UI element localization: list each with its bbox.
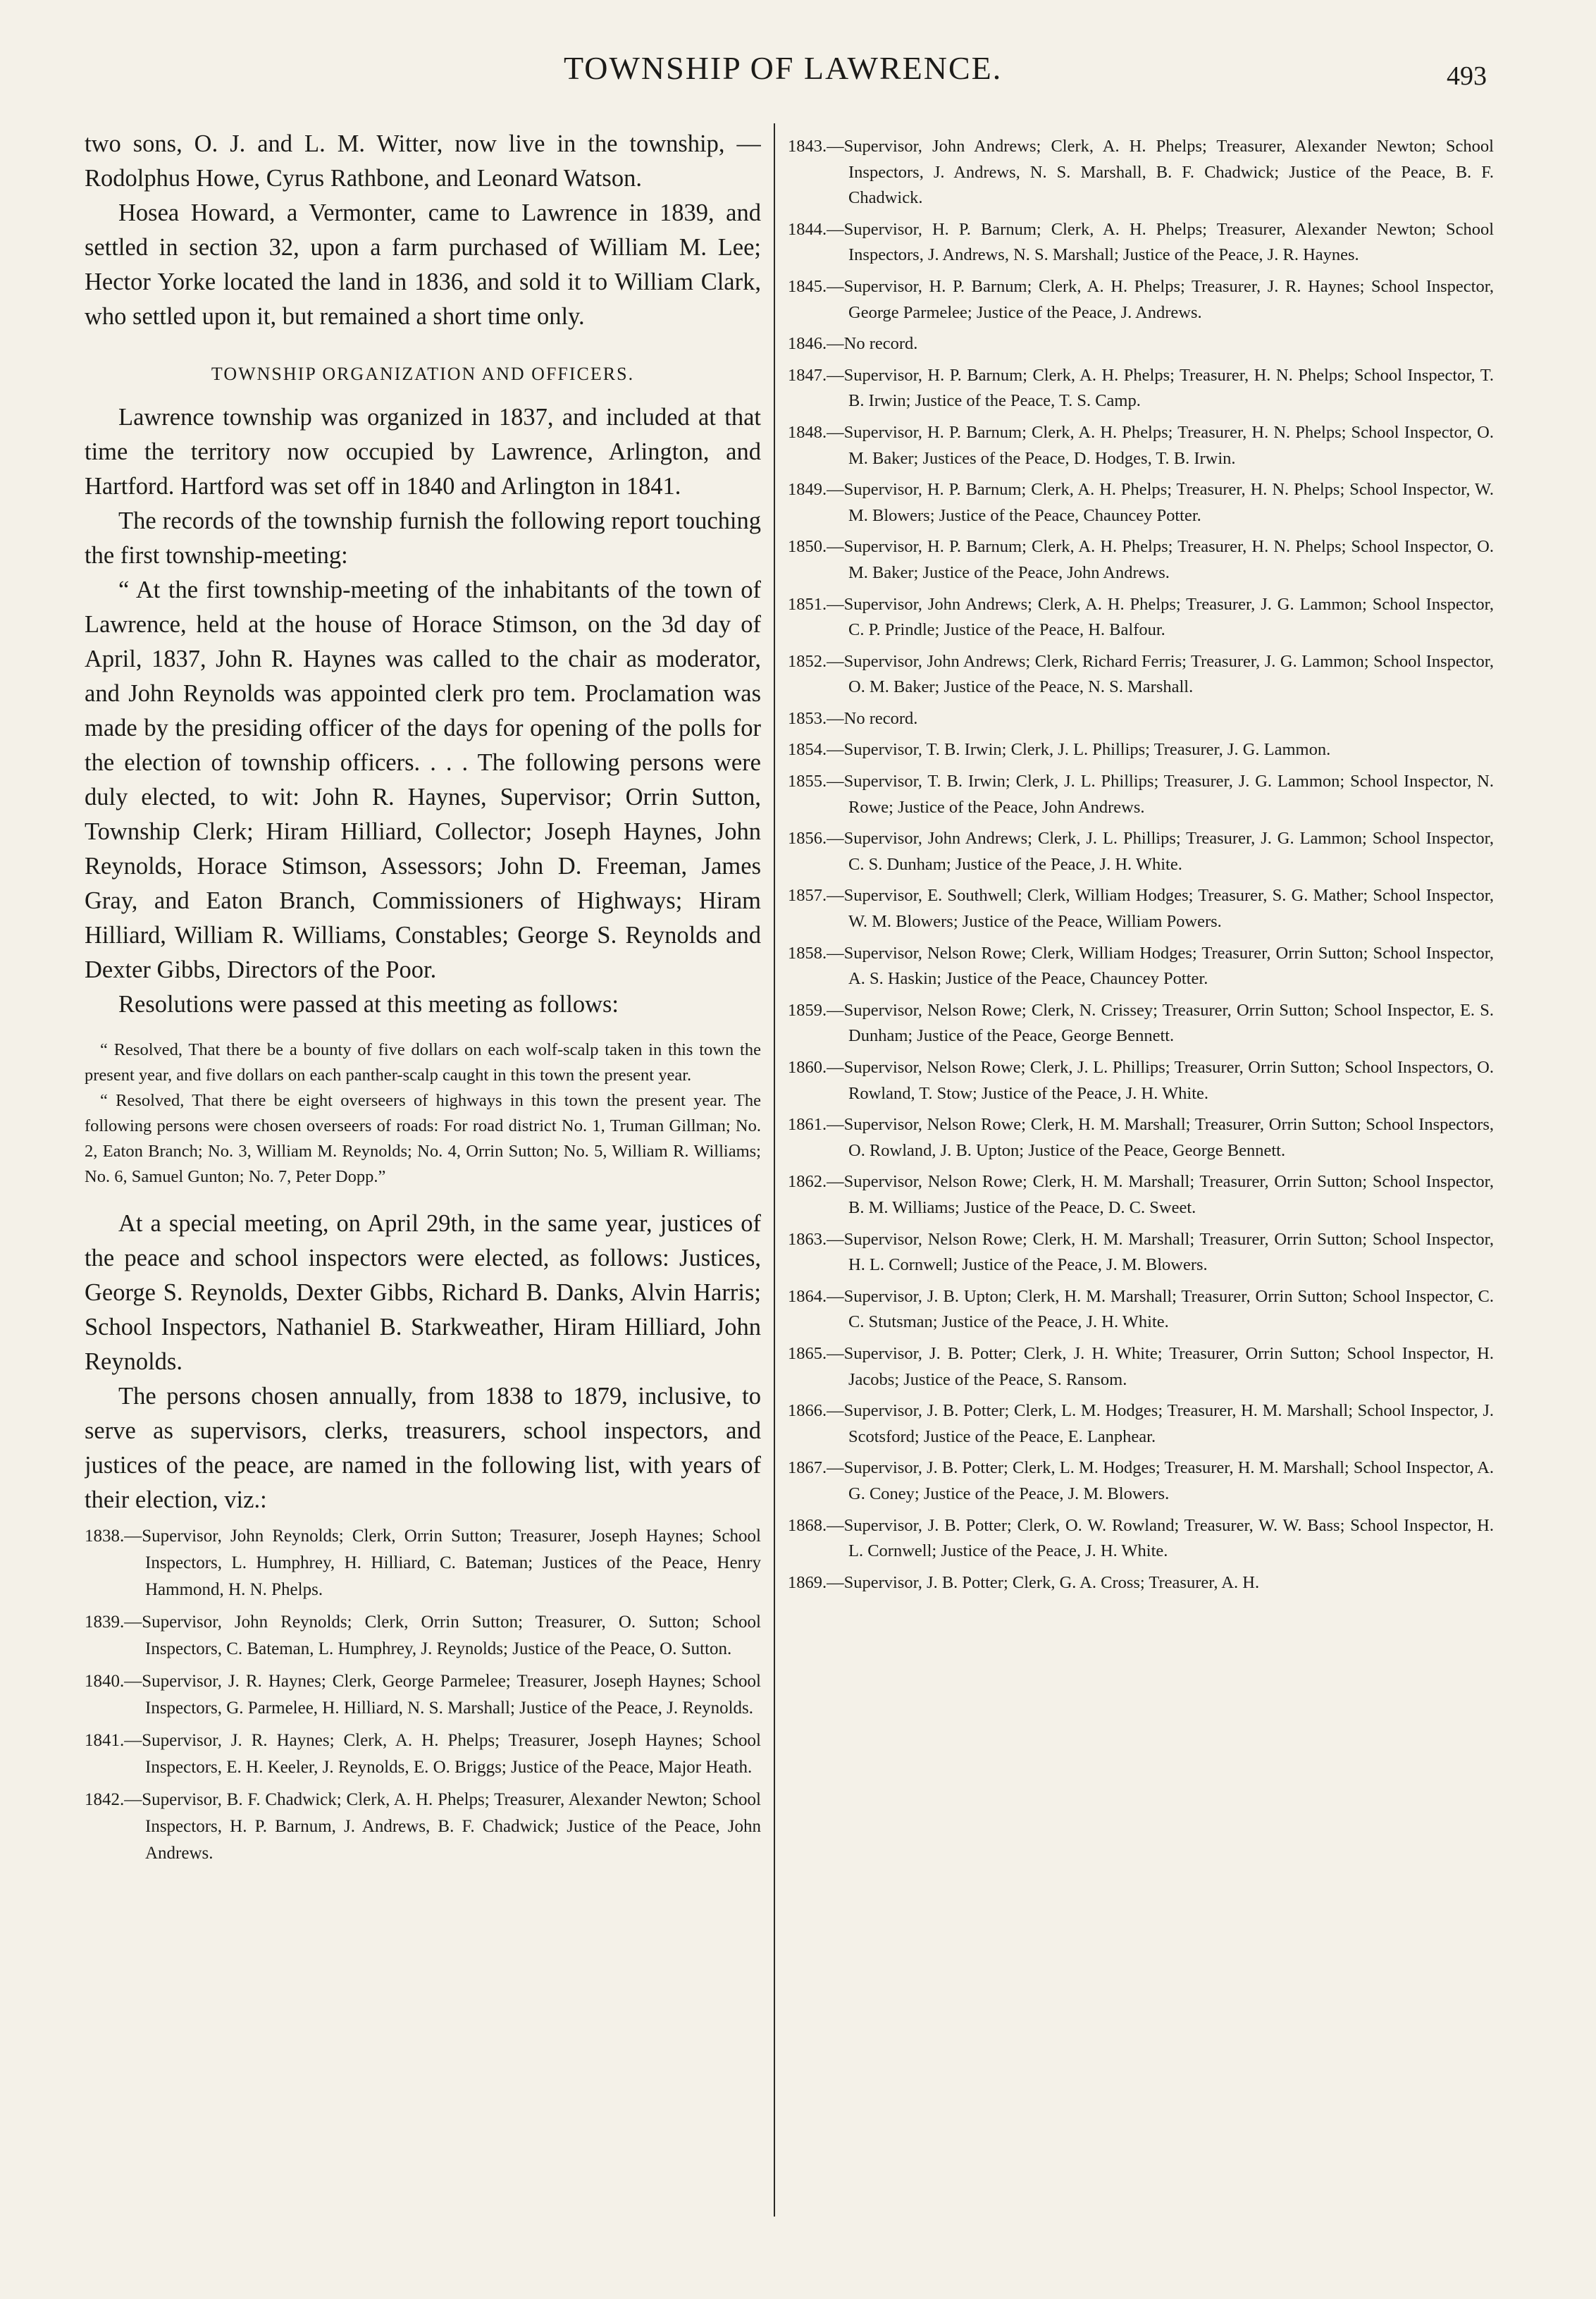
- officer-entry: 1845.—Supervisor, H. P. Barnum; Clerk, A. H. Phelps; Treasurer, J. R. Haynes; School Inspector, George Parmelee; Justice of the Peace, J. Andrews.: [788, 276, 1494, 322]
- resolved-bounty: “ Resolved, That there be a bounty of five dollars on each wolf-scalp taken in this town the present year, and five dollars on each panther-scalp caught in this town the present year.: [85, 1040, 761, 1085]
- right-officer-list: [788, 134, 1494, 1596]
- officer-entry: 1866.—Supervisor, J. B. Potter; Clerk, L. M. Hodges; Treasurer, H. M. Marshall; School Inspector, J. Scotsford; Justice of the Peace, E. Lanphear.: [788, 1401, 1494, 1446]
- officer-entry: 1853.—No record.: [788, 708, 918, 728]
- page-number: 493: [1447, 61, 1487, 91]
- officer-entry: 1855.—Supervisor, T. B. Irwin; Clerk, J. L. Phillips; Treasurer, J. G. Lammon; School Inspector, N. Rowe; Justice of the Peace, John Andrews.: [788, 772, 1494, 817]
- page-header: [42, 42, 1557, 106]
- officer-entry: 1859.—Supervisor, Nelson Rowe; Clerk, N. Crissey; Treasurer, Orrin Sutton; School Inspector, E. S. Dunham; Justice of the Peace, George Bennett.: [788, 1000, 1494, 1046]
- officer-entry: 1844.—Supervisor, H. P. Barnum; Clerk, A. H. Phelps; Treasurer, Alexander Newton; School Inspectors, J. Andrews, N. S. Marshall; Justice of the Peace, J. R. Haynes.: [788, 219, 1494, 265]
- officer-entry: 1851.—Supervisor, John Andrews; Clerk, A. H. Phelps; Treasurer, J. G. Lammon; School Inspector, C. P. Prindle; Justice of the Peace, H. Balfour.: [788, 594, 1494, 640]
- intro-paragraph: two sons, O. J. and L. M. Witter, now live in the township, —Rodolphus Howe, Cyrus Rathbone, and Leonard Watson.: [85, 130, 761, 192]
- section-heading: TOWNSHIP ORGANIZATION AND OFFICERS.: [211, 364, 635, 384]
- officer-entry: 1849.—Supervisor, H. P. Barnum; Clerk, A. H. Phelps; Treasurer, H. N. Phelps; School Inspector, W. M. Blowers; Justice of the Peace, Chauncey Potter.: [788, 480, 1494, 525]
- officer-entry: 1861.—Supervisor, Nelson Rowe; Clerk, H. M. Marshall; Treasurer, Orrin Sutton; School Inspectors, O. Rowland, J. B. Upton; Justice of the Peace, George Bennett.: [788, 1115, 1494, 1160]
- resolved-overseers: “ Resolved, That there be eight overseers of highways in this town the present year. The following persons were chosen overseers of roads: For road district No. 1, Truman Gillman; No. 2, Eaton Branch; No. 3, William M. Reynolds; No. 4, Orrin Sutton; No. 5, William R. Williams; No. 6, Samuel Gunton; No. 7, Peter Dopp.”: [85, 1091, 761, 1186]
- organization-paragraph: Lawrence township was organized in 1837, and included at that time the territory now occupied by Lawrence, Arlington, and Hartford. Hartford was set off in 1840 and Arlington in 1841.: [85, 404, 761, 500]
- officer-entry: 1841.—Supervisor, J. R. Haynes; Clerk, A. H. Phelps; Treasurer, Joseph Haynes; School Inspectors, E. H. Keeler, J. Reynolds, E. O. Briggs; Justice of the Peace, Major Heath.: [85, 1731, 761, 1777]
- officer-entry: 1862.—Supervisor, Nelson Rowe; Clerk, H. M. Marshall; Treasurer, Orrin Sutton; School Inspector, B. M. Williams; Justice of the Peace, D. C. Sweet.: [788, 1172, 1494, 1217]
- column-divider: [774, 123, 775, 2217]
- officer-entry: 1839.—Supervisor, John Reynolds; Clerk, Orrin Sutton; Treasurer, O. Sutton; School Inspectors, C. Bateman, L. Humphrey, J. Reynolds; Justice of the Peace, O. Sutton.: [85, 1613, 761, 1658]
- left-column: [85, 127, 761, 2262]
- officer-entry: 1869.—Supervisor, J. B. Potter; Clerk, G. A. Cross; Treasurer, A. H.: [788, 1572, 1260, 1592]
- officer-entry: 1856.—Supervisor, John Andrews; Clerk, J. L. Phillips; Treasurer, J. G. Lammon; School Inspector, C. S. Dunham; Justice of the Peace, J. H. White.: [788, 829, 1494, 874]
- officer-entry: 1864.—Supervisor, J. B. Upton; Clerk, H. M. Marshall; Treasurer, Orrin Sutton; School Inspector, C. C. Stutsman; Justice of the Peace, J. H. White.: [788, 1286, 1494, 1332]
- resolutions-paragraph: Resolutions were passed at this meeting as follows:: [118, 991, 619, 1018]
- persons-chosen-paragraph: The persons chosen annually, from 1838 to 1879, inclusive, to serve as supervisors, clerks, treasurers, school inspectors, and justices of the peace, are named in the following list, with years of their election, viz.:: [85, 1383, 761, 1513]
- records-paragraph: The records of the township furnish the following report touching the first township-meeting:: [85, 507, 761, 569]
- officer-entry: 1843.—Supervisor, John Andrews; Clerk, A. H. Phelps; Treasurer, Alexander Newton; School Inspectors, J. Andrews, N. S. Marshall, B. F. Chadwick; Justice of the Peace, B. F. Chadwick.: [788, 137, 1494, 208]
- right-column: [788, 134, 1494, 2255]
- officer-entry: 1846.—No record.: [788, 334, 918, 354]
- howard-paragraph: Hosea Howard, a Vermonter, came to Lawrence in 1839, and settled in section 32, upon a farm purchased of William M. Lee; Hector Yorke located the land in 1836, and sold it to William Clark, who settled upon it, but remained a short time only.: [85, 199, 761, 330]
- officer-entry: 1865.—Supervisor, J. B. Potter; Clerk, J. H. White; Treasurer, Orrin Sutton; School Inspector, H. Jacobs; Justice of the Peace, S. Ransom.: [788, 1343, 1494, 1389]
- officer-entry: 1863.—Supervisor, Nelson Rowe; Clerk, H. M. Marshall; Treasurer, Orrin Sutton; School Inspector, H. L. Cornwell; Justice of the Peace, J. M. Blowers.: [788, 1229, 1494, 1275]
- officer-entry: 1858.—Supervisor, Nelson Rowe; Clerk, William Hodges; Treasurer, Orrin Sutton; School Inspector, A. S. Haskin; Justice of the Peace, Chauncey Potter.: [788, 943, 1494, 989]
- officer-entry: 1838.—Supervisor, John Reynolds; Clerk, Orrin Sutton; Treasurer, Joseph Haynes; School Inspectors, L. Humphrey, H. Hilliard, C. Bateman; Justices of the Peace, Henry Hammond, H. N. Phelps.: [85, 1527, 761, 1599]
- special-meeting-paragraph: At a special meeting, on April 29th, in the same year, justices of the peace and school inspectors were elected, as follows: Justices, George S. Reynolds, Dexter Gibbs, Richard B. Danks, Alvin Harris; School Inspectors, Nathaniel B. Starkweather, Hiram Hilliard, John Reynolds.: [85, 1210, 761, 1375]
- officer-entry: 1868.—Supervisor, J. B. Potter; Clerk, O. W. Rowland; Treasurer, W. W. Bass; School Inspector, H. L. Cornwell; Justice of the Peace, J. H. White.: [788, 1515, 1494, 1561]
- officer-entry: 1847.—Supervisor, H. P. Barnum; Clerk, A. H. Phelps; Treasurer, H. N. Phelps; School Inspector, T. B. Irwin; Justice of the Peace, T. S. Camp.: [788, 365, 1494, 411]
- officer-entry: 1848.—Supervisor, H. P. Barnum; Clerk, A. H. Phelps; Treasurer, H. N. Phelps; School Inspector, O. M. Baker; Justices of the Peace, D. Hodges, T. B. Irwin.: [788, 422, 1494, 468]
- officer-entry: 1840.—Supervisor, J. R. Haynes; Clerk, George Parmelee; Treasurer, Joseph Haynes; School Inspectors, G. Parmelee, H. Hilliard, N. S. Marshall; Justice of the Peace, J. Reynolds.: [85, 1672, 761, 1718]
- officer-entry: 1842.—Supervisor, B. F. Chadwick; Clerk, A. H. Phelps; Treasurer, Alexander Newton; School Inspectors, H. P. Barnum, J. Andrews, B. F. Chadwick; Justice of the Peace, John Andrews.: [85, 1790, 761, 1863]
- officer-entry: 1854.—Supervisor, T. B. Irwin; Clerk, J. L. Phillips; Treasurer, J. G. Lammon.: [788, 740, 1331, 760]
- officer-entry: 1852.—Supervisor, John Andrews; Clerk, Richard Ferris; Treasurer, J. G. Lammon; School Inspector, O. M. Baker; Justice of the Peace, N. S. Marshall.: [788, 651, 1494, 697]
- officer-entry: 1867.—Supervisor, J. B. Potter; Clerk, L. M. Hodges; Treasurer, H. M. Marshall; School Inspector, A. G. Coney; Justice of the Peace, J. M. Blowers.: [788, 1458, 1494, 1503]
- officer-entry: 1857.—Supervisor, E. Southwell; Clerk, William Hodges; Treasurer, S. G. Mather; School Inspector, W. M. Blowers; Justice of the Peace, William Powers.: [788, 886, 1494, 932]
- running-title: TOWNSHIP OF LAWRENCE.: [564, 50, 1003, 86]
- officer-entry: 1850.—Supervisor, H. P. Barnum; Clerk, A. H. Phelps; Treasurer, H. N. Phelps; School Inspector, O. M. Baker; Justice of the Peace, John Andrews.: [788, 537, 1494, 582]
- meeting-quote: “ At the first township-meeting of the inhabitants of the town of Lawrence, held at the house of Horace Stimson, on the 3d day of April, 1837, John R. Haynes was called to the chair as moderator, and John Reynolds was appointed clerk pro tem. Proclamation was made by the presiding officer of the days for opening of the polls for the election of township officers. . . . The following persons were duly elected, to wit: John R. Haynes, Supervisor; Orrin Sutton, Township Clerk; Hiram Hilliard, Collector; Joseph Haynes, John Reynolds, Horace Stimson, Assessors; John D. Freeman, James Gray, and Eaton Branch, Commissioners of Highways; Hiram Hilliard, William R. Williams, Constables; George S. Reynolds and Dexter Gibbs, Directors of the Poor.: [85, 577, 761, 983]
- officer-entry: 1860.—Supervisor, Nelson Rowe; Clerk, J. L. Phillips; Treasurer, Orrin Sutton; School Inspectors, O. Rowland, T. Stow; Justice of the Peace, J. H. White.: [788, 1058, 1494, 1103]
- left-officer-list: [85, 1523, 761, 1867]
